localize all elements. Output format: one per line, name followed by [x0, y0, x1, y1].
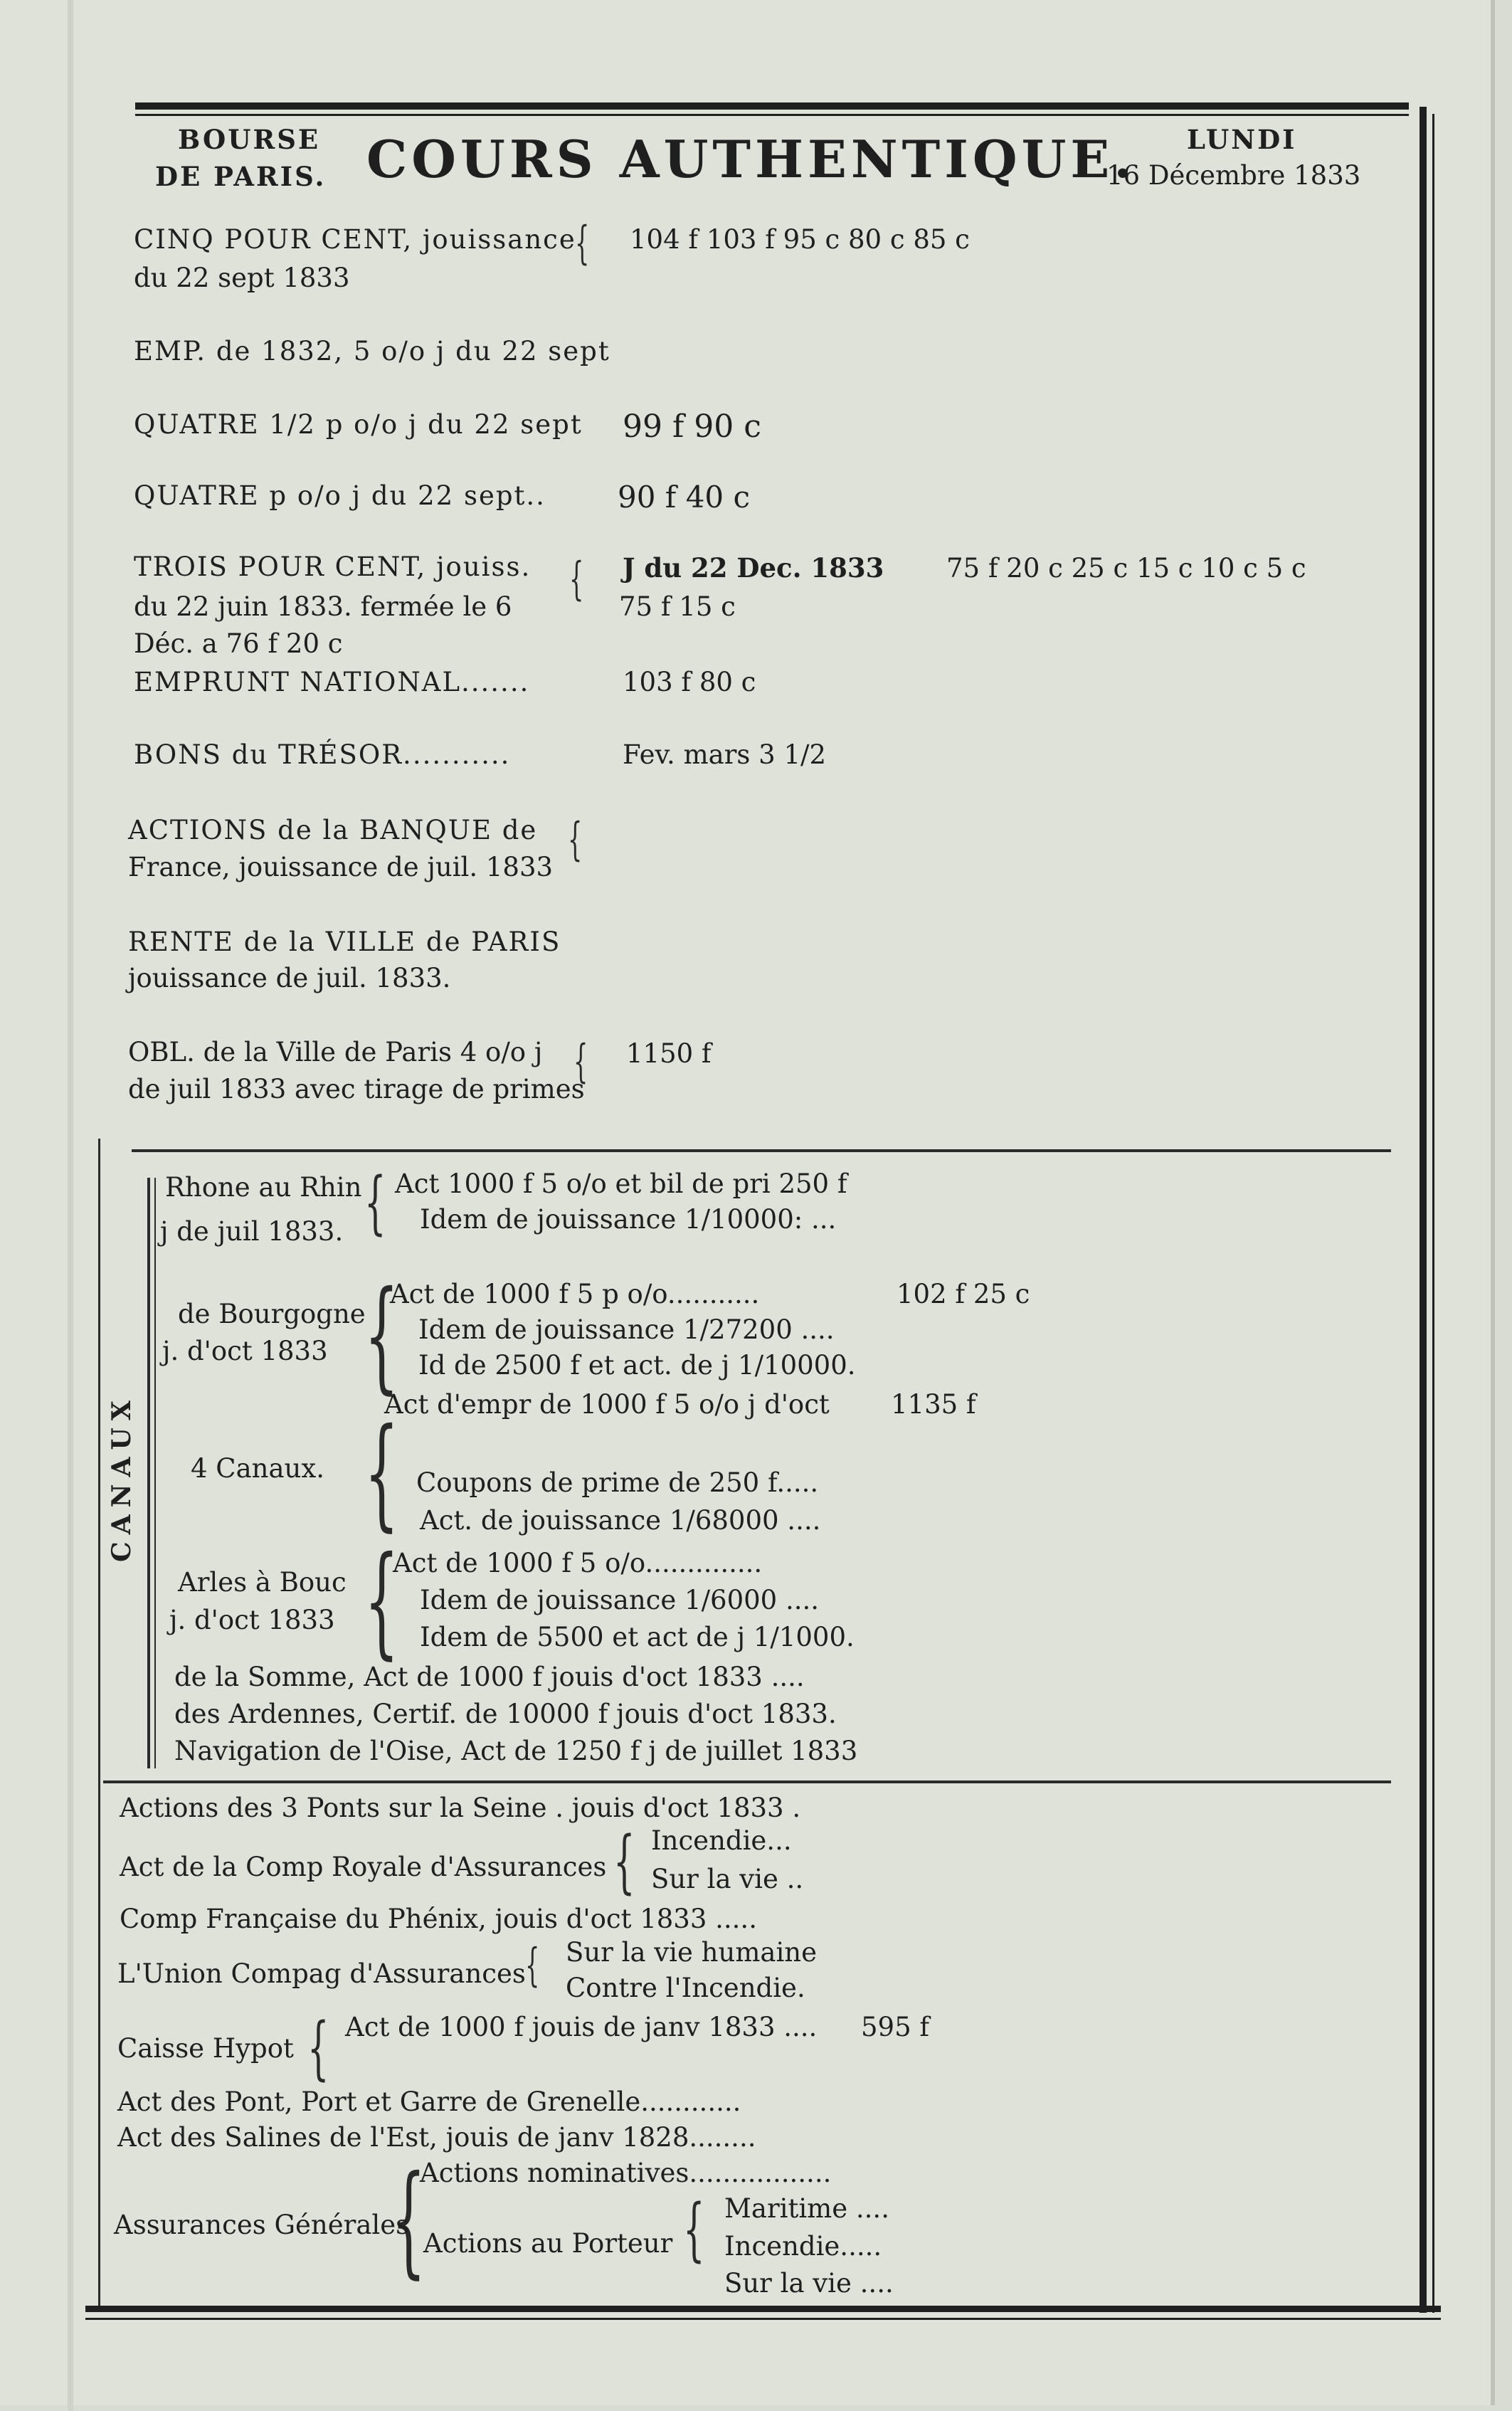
brace: { [391, 2150, 426, 2291]
quatre-demi-value: 99 f 90 c [623, 408, 761, 445]
brace: { [613, 1822, 635, 1901]
canaux-vertical-label: CANAUX [107, 1393, 137, 1562]
quatre-value: 90 f 40 c [618, 480, 751, 515]
trois-label: TROIS POUR CENT, jouiss. [134, 552, 532, 582]
bourgogne-id: Id de 2500 f et act. de j 1/10000. [418, 1350, 856, 1381]
top-rule-thin [135, 114, 1409, 116]
ponts-row: Actions des 3 Ponts sur la Seine . jouis d'oct 1833 . [120, 1793, 801, 1823]
emprunt-national-label: EMPRUNT NATIONAL....... [134, 667, 530, 697]
bourgogne-name: de Bourgogne [178, 1299, 366, 1329]
obl-ville-value: 1150 f [626, 1038, 712, 1069]
header-de-paris: DE PARIS. [155, 161, 327, 192]
emp-1832-label: EMP. de 1832, 5 o/o j du 22 sept [134, 336, 610, 366]
banque-sub: France, jouissance de juil. 1833 [128, 852, 554, 882]
brace: { [573, 1035, 588, 1088]
rente-5pct-sub: du 22 sept 1833 [134, 263, 350, 293]
header-bourse: BOURSE [178, 124, 321, 155]
trois-values: 75 f 20 c 25 c 15 c 10 c 5 c [946, 553, 1306, 584]
union-vie: Sur la vie humaine [566, 1937, 818, 1968]
quatre-canaux-coupons: Coupons de prime de 250 f..... [416, 1467, 819, 1498]
right-border-thin [1432, 114, 1434, 2313]
caisse-value: 595 f [861, 2012, 930, 2042]
section-rule-canaux [132, 1149, 1391, 1152]
banque-label: ACTIONS de la BANQUE de [128, 815, 538, 845]
oise-row: Navigation de l'Oise, Act de 1250 f j de juillet 1833 [174, 1736, 858, 1766]
obl-ville-label: OBL. de la Ville de Paris 4 o/o j [128, 1037, 543, 1067]
bons-tresor-label: BONS du TRÉSOR........... [134, 739, 511, 770]
ag-label: Assurances Générales [114, 2210, 410, 2240]
arles-name: Arles à Bouc [178, 1567, 347, 1598]
page-fold-shadow [68, 0, 73, 2411]
bourgogne-act: Act de 1000 f 5 p o/o........... [390, 1279, 760, 1309]
somme-row: de la Somme, Act de 1000 f jouis d'oct 1833 .... [174, 1662, 805, 1692]
quatre-label: QUATRE p o/o j du 22 sept.. [134, 480, 546, 511]
header-date: 16 Décembre 1833 [1106, 160, 1361, 191]
rente-5pct-label: CINQ POUR CENT, jouissance [134, 224, 576, 255]
trois-sub1: du 22 juin 1833. fermée le 6 [134, 591, 512, 622]
rente-ville-sub: jouissance de juil. 1833. [128, 963, 451, 993]
ag-vie: Sur la vie .... [724, 2268, 894, 2299]
ag-maritime: Maritime .... [724, 2193, 889, 2224]
top-rule-thick [135, 102, 1409, 110]
ardennes-row: des Ardennes, Certif. de 10000 f jouis d'oct 1833. [174, 1699, 837, 1729]
brace: { [683, 2190, 705, 2269]
left-vertical-rule [98, 1139, 100, 2306]
rente-5pct-value: 104 f 103 f 95 c 80 c 85 c [630, 224, 970, 255]
ag-nominatives: Actions nominatives................. [420, 2158, 832, 2188]
arles-act: Act de 1000 f 5 o/o.............. [393, 1548, 763, 1578]
quatre-canaux-act: Act d'empr de 1000 f 5 o/o j d'oct [384, 1389, 830, 1420]
rhone-name: Rhone au Rhin [165, 1172, 362, 1203]
quatre-canaux-jouis: Act. de jouissance 1/68000 .... [420, 1505, 821, 1536]
brace: { [364, 1531, 399, 1672]
bottom-rule-thick [85, 2306, 1441, 2312]
comp-royale-label: Act de la Comp Royale d'Assurances [120, 1852, 607, 1882]
union-incendie: Contre l'Incendie. [566, 1973, 805, 2003]
canaux-rule-thin [154, 1178, 156, 1768]
section-rule-assurances [103, 1780, 1391, 1783]
caisse-act: Act de 1000 f jouis de janv 1833 .... [345, 2012, 818, 2042]
rhone-idem: Idem de jouissance 1/10000: ... [420, 1204, 837, 1235]
obl-ville-sub: de juil 1833 avec tirage de primes [128, 1074, 585, 1104]
trois-jouis: J du 22 Dec. 1833 [623, 552, 884, 584]
bourgogne-act-value: 102 f 25 c [897, 1279, 1030, 1309]
ag-incendie: Incendie..... [724, 2231, 882, 2262]
right-border-thick [1420, 107, 1427, 2313]
brace: { [364, 1265, 399, 1406]
phenix-row: Comp Française du Phénix, jouis d'oct 1833 ..... [120, 1904, 757, 1934]
quatre-canaux-name: 4 Canaux. [191, 1453, 325, 1484]
brace: { [575, 217, 590, 270]
arles-idem2: Idem de 5500 et act de j 1/1000. [420, 1622, 855, 1652]
brace: { [307, 2008, 329, 2088]
bourgogne-idem: Idem de jouissance 1/27200 .... [418, 1314, 835, 1345]
caisse-label: Caisse Hypot [117, 2033, 294, 2064]
comp-royale-vie: Sur la vie .. [651, 1864, 804, 1894]
header-day: LUNDI [1187, 124, 1297, 155]
brace: { [364, 1163, 386, 1243]
salines-row: Act des Salines de l'Est, jouis de janv 1828........ [117, 2122, 756, 2153]
trois-value2: 75 f 15 c [619, 591, 736, 622]
emprunt-national-value: 103 f 80 c [623, 667, 756, 697]
brace: { [568, 813, 583, 866]
arles-idem: Idem de jouissance 1/6000 .... [420, 1585, 820, 1615]
rhone-jouis: j de juil 1833. [160, 1216, 344, 1247]
page-title: COURS AUTHENTIQUE. [366, 129, 1136, 189]
brace: { [525, 1939, 540, 1992]
union-label: L'Union Compag d'Assurances [117, 1958, 526, 1989]
bourgogne-jouis: j. d'oct 1833 [162, 1336, 328, 1366]
rhone-act: Act 1000 f 5 o/o et bil de pri 250 f [395, 1168, 847, 1199]
bottom-rule-thin [85, 2318, 1441, 2320]
bons-tresor-value: Fev. mars 3 1/2 [623, 739, 827, 770]
ag-porteur: Actions au Porteur [423, 2228, 673, 2259]
grenelle-row: Act des Pont, Port et Garre de Grenelle............ [117, 2086, 741, 2117]
canaux-rule-thick [147, 1178, 150, 1768]
trois-sub2: Déc. a 76 f 20 c [134, 628, 343, 659]
brace: { [364, 1403, 399, 1544]
rente-ville-label: RENTE de la VILLE de PARIS [128, 927, 561, 957]
quatre-demi-label: QUATRE 1/2 p o/o j du 22 sept [134, 409, 583, 440]
arles-jouis: j. d'oct 1833 [169, 1605, 335, 1635]
quatre-canaux-value: 1135 f [891, 1389, 976, 1420]
comp-royale-incendie: Incendie... [651, 1825, 792, 1856]
brace: { [569, 553, 584, 606]
